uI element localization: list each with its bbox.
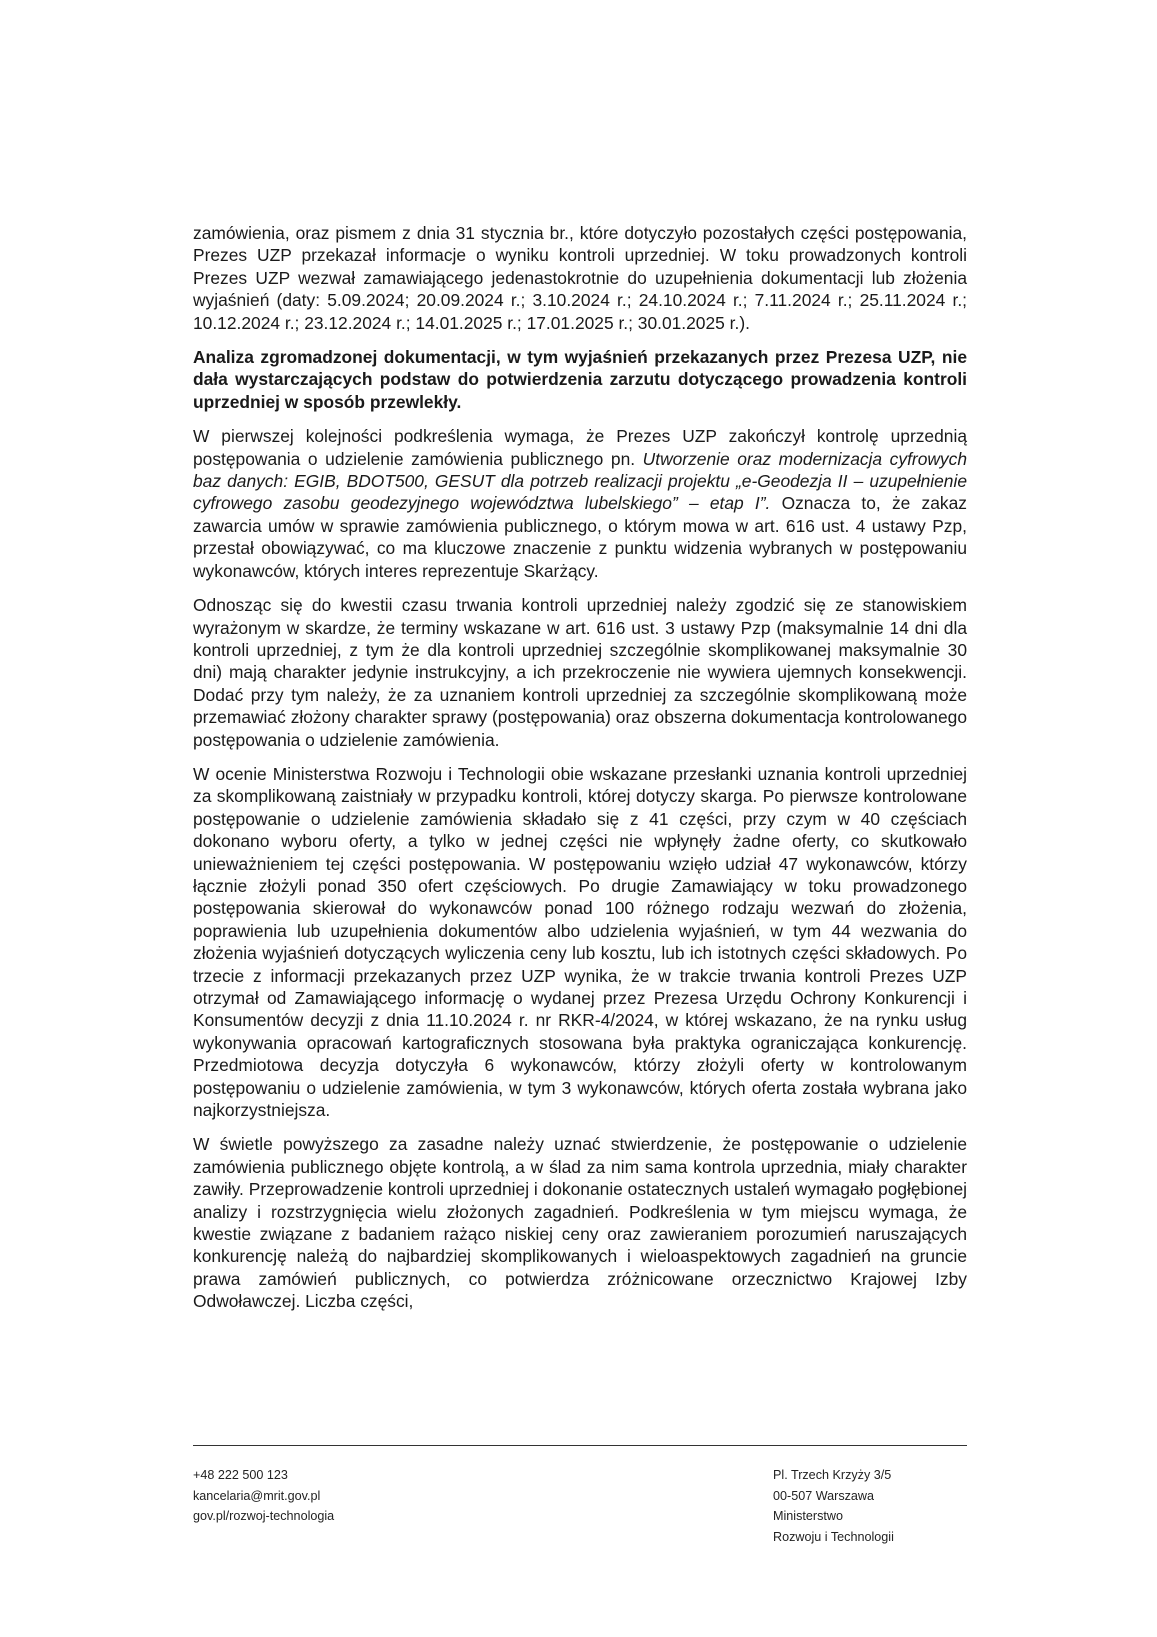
paragraph-3 [193, 425, 967, 582]
paragraph-5: W ocenie Ministerstwa Rozwoju i Technologii obie wskazane przesłanki uznania kontroli uprzedniej za skomplikowaną zaistniały w przypadku kontroli, której dotyczy skarga. Po pierwsze kontrolowane postępowanie o udzielenie zamówienia składało się z 41 części, przy czym w 40 częściach dokonano wyboru oferty, a tylko w jednej części nie wpłynęły żadne oferty, co skutkowało unieważnieniem tej części postępowania. W postępowaniu wzięło udział 47 wykonawców, którzy łącznie złożyli ponad 350 ofert częściowych. Po drugie Zamawiający w toku prowadzonego postępowania skierował do wykonawców ponad 100 różnego rodzaju wezwań do złożenia, poprawienia lub uzupełnienia dokumentów albo udzielenia wyjaśnień, w tym 44 wezwania do złożenia wyjaśnień dotyczących wyliczenia ceny lub kosztu, lub ich istotnych części składowych. Po trzecie z informacji przekazanych przez UZP wynika, że w trakcie trwania kontroli Prezes UZP otrzymał od Zamawiającego informację o wydanej przez Prezesa Urzędu Ochrony Konkurencji i Konsumentów decyzji z dnia 11.10.2024 r. nr RKR-4/2024, w której wskazano, że na rynku usług wykonywania opracowań kartograficznych stosowana była praktyka ograniczająca konkurencję. Przedmiotowa decyzja dotyczyła 6 wykonawców, którzy złożyli oferty w kontrolowanym postępowaniu o udzielenie zamówienia, w tym 3 wykonawców, których oferta została wybrana jako najkorzystniejsza. [193, 763, 967, 1121]
footer-address [773, 1465, 894, 1547]
paragraph-4: Odnosząc się do kwestii czasu trwania kontroli uprzedniej należy zgodzić się ze stanowiskiem wyrażonym w skardze, że terminy wskazane w art. 616 ust. 3 ustawy Pzp (maksymalnie 14 dni dla kontroli uprzedniej, z tym że dla kontroli uprzedniej szczególnie skomplikowanej maksymalnie 30 dni) mają charakter jedynie instrukcyjny, a ich przekroczenie nie wywiera ujemnych konsekwencji. Dodać przy tym należy, że za uznaniem kontroli uprzedniej za szczególnie skomplikowaną może przemawiać złożony charakter sprawy (postępowania) oraz obszerna dokumentacja kontrolowanego postępowania o udzielenie zamówienia. [193, 595, 967, 750]
footer-website: gov.pl/rozwoj-technologia [193, 1509, 335, 1523]
footer-org-line-1: Ministerstwo [773, 1509, 843, 1523]
document-body [193, 222, 967, 1325]
footer-address-city: 00-507 Warszawa [773, 1488, 875, 1503]
footer-address-street: Pl. Trzech Krzyży 3/5 [773, 1468, 892, 1482]
paragraph-3-italic-title: Utworzenie oraz modernizacja cyfrowych baz danych: EGIB, BDOT500, GESUT dla potrzeb realizacji projektu „e-Geodezja II – uzupełnienie cyfrowego zasobu geodezyjnego województwa lubelskiego” – etap I”. [193, 448, 967, 514]
footer-org-line-2: Rozwoju i Technologii [773, 1529, 894, 1544]
paragraph-6: W świetle powyższego za zasadne należy uznać stwierdzenie, że postępowanie o udzielenie zamówienia publicznego objęte kontrolą, a w ślad za nim sama kontrola uprzednia, miały charakter zawiły. Przeprowadzenie kontroli uprzedniej i dokonanie ostatecznych ustaleń wymagało pogłębionej analizy i rozstrzygnięcia wielu złożonych zagadnień. Podkreślenia w tym miejscu wymaga, że kwestie związane z badaniem rażąco niskiej ceny oraz zawieraniem porozumień naruszających konkurencję należą do najbardziej skomplikowanych i wieloaspektowych zagadnień na gruncie prawa zamówień publicznych, co potwierdza zróżnicowane orzecznictwo Krajowej Izby Odwoławczej. Liczba części, [193, 1134, 968, 1312]
paragraph-1: zamówienia, oraz pismem z dnia 31 stycznia br., które dotyczyło pozostałych części postępowania, Prezes UZP przekazał informacje o wyniku kontroli uprzedniej. W toku prowadzonych kontroli Prezes UZP wezwał zamawiającego jedenastokrotnie do uzupełnienia dokumentacji lub złożenia wyjaśnień (daty: 5.09.2024; 20.09.2024 r.; 3.10.2024 r.; 24.10.2024 r.; 7.11.2024 r.; 25.11.2024 r.; 10.12.2024 r.; 23.12.2024 r.; 14.01.2025 r.; 17.01.2025 r.; 30.01.2025 r.). [193, 223, 967, 333]
paragraph-2-bold: Analiza zgromadzonej dokumentacji, w tym wyjaśnień przekazanych przez Prezesa UZP, nie dała wystarczających podstaw do potwierdzenia zarzutu dotyczącego prowadzenia kontroli uprzedniej w sposób przewlekły. [193, 347, 967, 412]
paragraph-3-part-b: Oznacza to, że zakaz zawarcia umów w sprawie zamówienia publicznego, o którym mowa w art. 616 ust. 4 ustawy Pzp, przestał obowiązywać, co ma kluczowe znaczenie z punktu widzenia wybranych w postępowaniu wykonawców, których interes reprezentuje Skarżący. [193, 493, 967, 581]
footer-phone: +48 222 500 123 [193, 1468, 288, 1482]
footer-contact [193, 1465, 334, 1527]
footer-email: kancelaria@mrit.gov.pl [193, 1488, 321, 1503]
footer-divider [193, 1445, 967, 1446]
paragraph-3-part-a: W pierwszej kolejności podkreślenia wymaga, że Prezes UZP zakończył kontrolę uprzednią postępowania o udzielenie zamówienia publicznego pn. [193, 426, 967, 469]
